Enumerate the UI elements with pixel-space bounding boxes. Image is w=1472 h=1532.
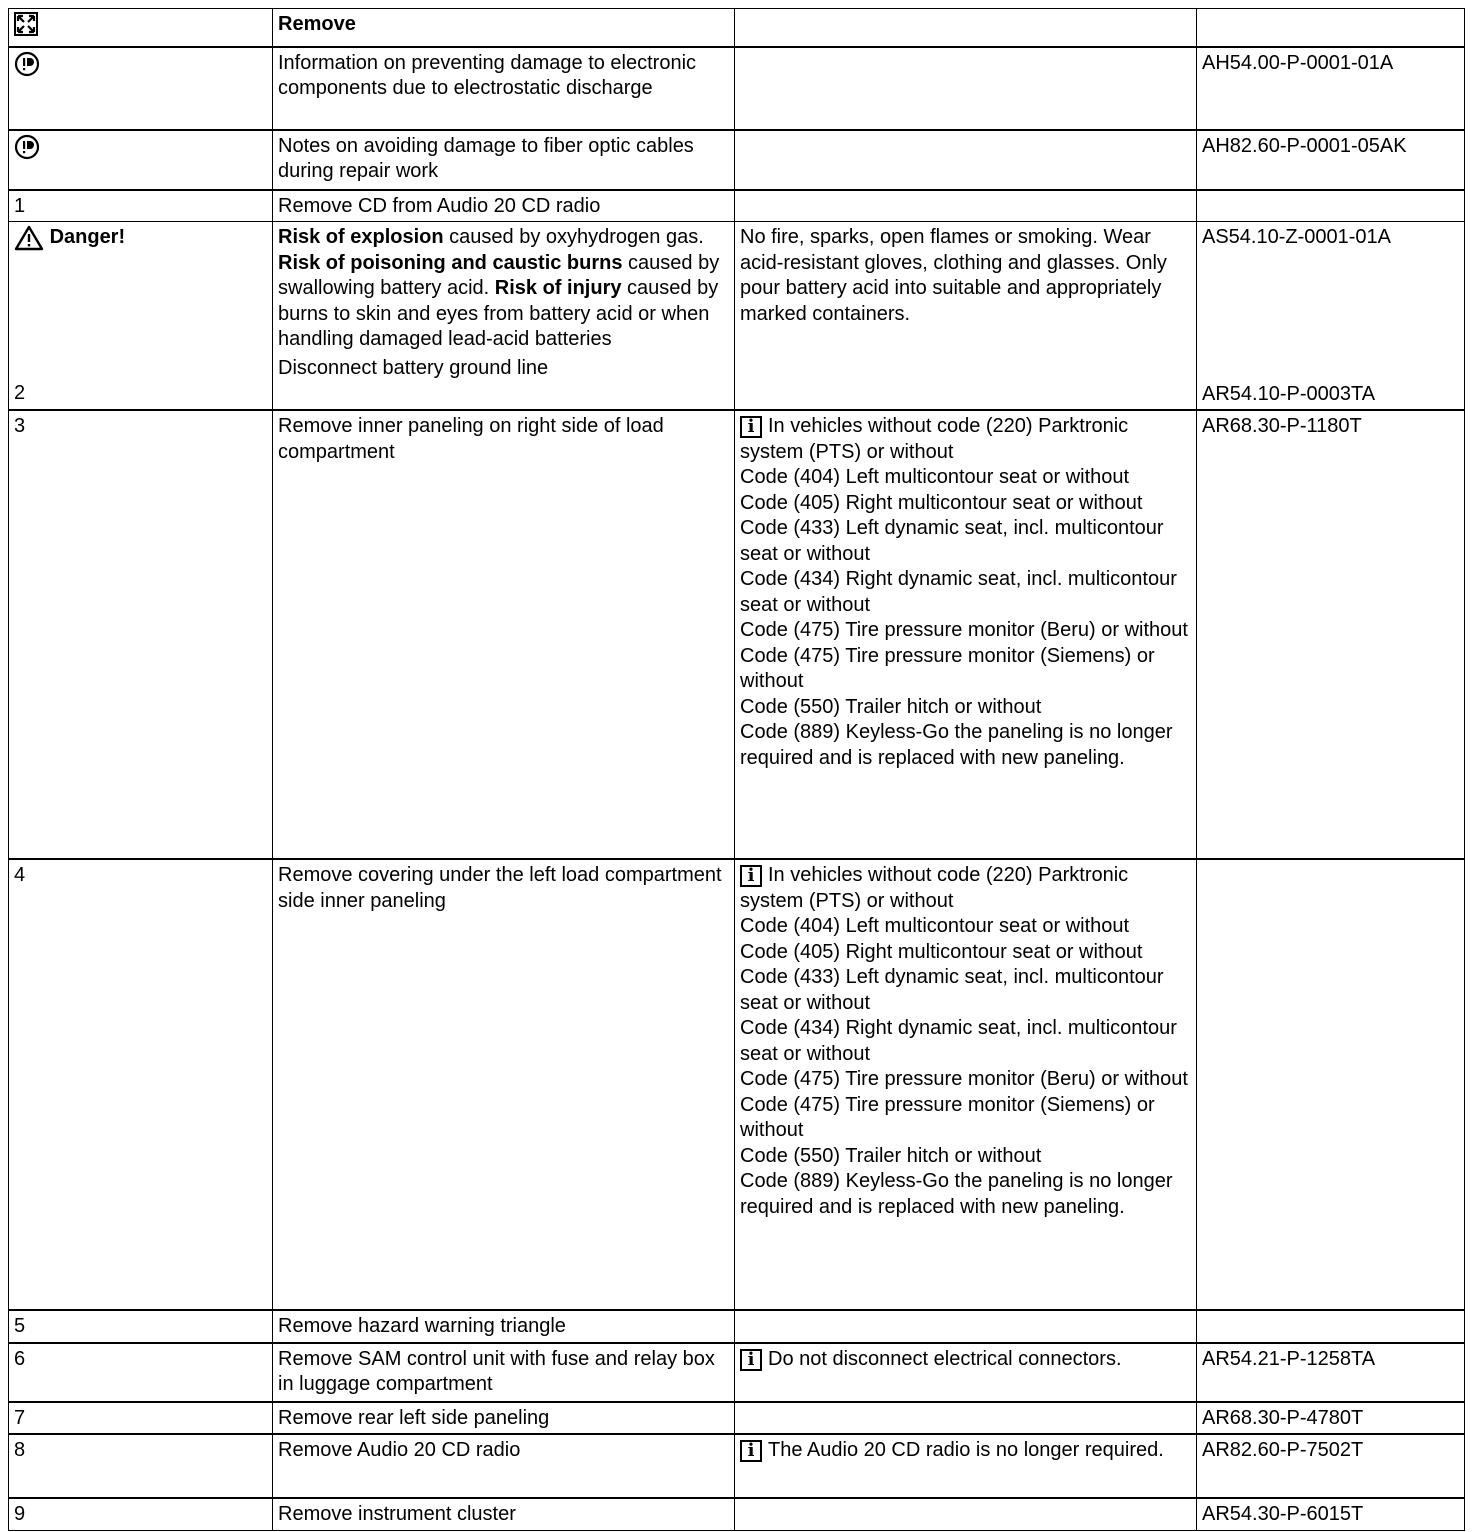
danger-measures: No fire, sparks, open flames or smoking. Wear acid-resistant gloves, clothing and glasses. Only pour battery acid into suitable and appropriately marked containers. xyxy=(735,222,1197,411)
table-row xyxy=(9,1402,1465,1435)
step-text: Remove SAM control unit with fuse and relay box in luggage compartment xyxy=(273,1343,735,1402)
step-text: Disconnect battery ground line xyxy=(278,356,549,379)
info-note: The Audio 20 CD radio is no longer required. xyxy=(768,1439,1164,1461)
table-row xyxy=(9,47,1465,130)
doc-reference[interactable]: AR54.30-P-6015T xyxy=(1197,1498,1465,1530)
info-notes: i In vehicles without code (220) Parktronic system (PTS) or without Code (404) Left multicontour seat or without Code (405) Right multicontour seat or without Code (433) Left dynamic seat, incl. multicontour seat or without Code (434) Right dynamic seat, incl. multicontour seat or without Code (475) Tire pressure monitor (Beru) or without Code (475) Tire pressure monitor (Siemens) or without Code (550) Trailer hitch or without Code (889) Keyless-Go the paneling is no longer required and is replaced with new paneling. xyxy=(735,410,1197,859)
table-row xyxy=(9,1310,1465,1343)
step-number: 2 xyxy=(14,381,26,404)
step-text: Remove rear left side paneling xyxy=(273,1402,735,1435)
doc-reference[interactable]: AR82.60-P-7502T xyxy=(1197,1434,1465,1498)
section-title: Remove xyxy=(273,9,735,47)
step-number: 9 xyxy=(9,1498,273,1530)
step-number: 6 xyxy=(9,1343,273,1402)
doc-reference[interactable]: AH54.00-P-0001-01A xyxy=(1197,47,1465,130)
step-text: Remove covering under the left load compartment side inner paneling xyxy=(273,859,735,1310)
step-number: 3 xyxy=(9,410,273,859)
doc-reference[interactable]: AR68.30-P-1180T xyxy=(1197,410,1465,859)
table-row xyxy=(9,1434,1465,1498)
procedure-table xyxy=(8,8,1465,1531)
step-number: 8 xyxy=(9,1434,273,1498)
step-number: 7 xyxy=(9,1402,273,1435)
expand-arrows-icon xyxy=(14,12,38,44)
warning-triangle-icon xyxy=(14,225,44,259)
step-text: Remove CD from Audio 20 CD radio xyxy=(273,190,735,222)
step-text: Remove inner paneling on right side of load compartment xyxy=(273,410,735,859)
info-note: Do not disconnect electrical connectors. xyxy=(768,1347,1122,1370)
danger-row xyxy=(9,222,1465,411)
note-text: Notes on avoiding damage to fiber optic cables during repair work xyxy=(273,130,735,190)
table-row xyxy=(9,410,1465,859)
doc-reference[interactable]: AR54.21-P-1258TA xyxy=(1197,1343,1465,1402)
danger-label: Danger! xyxy=(49,226,126,248)
info-icon: i xyxy=(740,416,762,438)
step-number: 5 xyxy=(9,1310,273,1343)
notice-hand-icon xyxy=(14,51,40,85)
doc-reference[interactable]: AR54.10-P-0003TA xyxy=(1202,382,1376,405)
doc-reference[interactable]: AR68.30-P-4780T xyxy=(1197,1402,1465,1435)
step-number: 4 xyxy=(9,859,273,1310)
table-row xyxy=(9,1498,1465,1530)
table-row xyxy=(9,859,1465,1310)
table-row xyxy=(9,1343,1465,1402)
doc-reference[interactable]: AS54.10-Z-0001-01A xyxy=(1202,226,1392,248)
info-icon: i xyxy=(740,1440,762,1462)
info-notes: i In vehicles without code (220) Parktronic system (PTS) or without Code (404) Left multicontour seat or without Code (405) Right multicontour seat or without Code (433) Left dynamic seat, incl. multicontour seat or without Code (434) Right dynamic seat, incl. multicontour seat or without Code (475) Tire pressure monitor (Beru) or without Code (475) Tire pressure monitor (Siemens) or without Code (550) Trailer hitch or without Code (889) Keyless-Go the paneling is no longer required and is replaced with new paneling. xyxy=(735,859,1197,1310)
table-row xyxy=(9,190,1465,222)
step-text: Remove instrument cluster xyxy=(273,1498,735,1530)
doc-reference[interactable]: AH82.60-P-0001-05AK xyxy=(1197,130,1465,190)
danger-text: Risk of explosion caused by oxyhydrogen gas. Risk of poisoning and caustic burns caused by swallowing battery acid. Risk of injury caused by burns to skin and eyes from battery acid or when handling damaged lead-acid batteries xyxy=(278,226,720,350)
table-row xyxy=(9,130,1465,190)
step-text: Remove Audio 20 CD radio xyxy=(273,1434,735,1498)
header-row xyxy=(9,9,1465,47)
step-text: Remove hazard warning triangle xyxy=(273,1310,735,1343)
info-icon: i xyxy=(740,865,762,887)
info-icon: i xyxy=(740,1349,762,1371)
notice-hand-icon xyxy=(14,134,40,168)
note-text: Information on preventing damage to electronic components due to electrostatic discharge xyxy=(273,47,735,130)
step-number: 1 xyxy=(9,190,273,222)
